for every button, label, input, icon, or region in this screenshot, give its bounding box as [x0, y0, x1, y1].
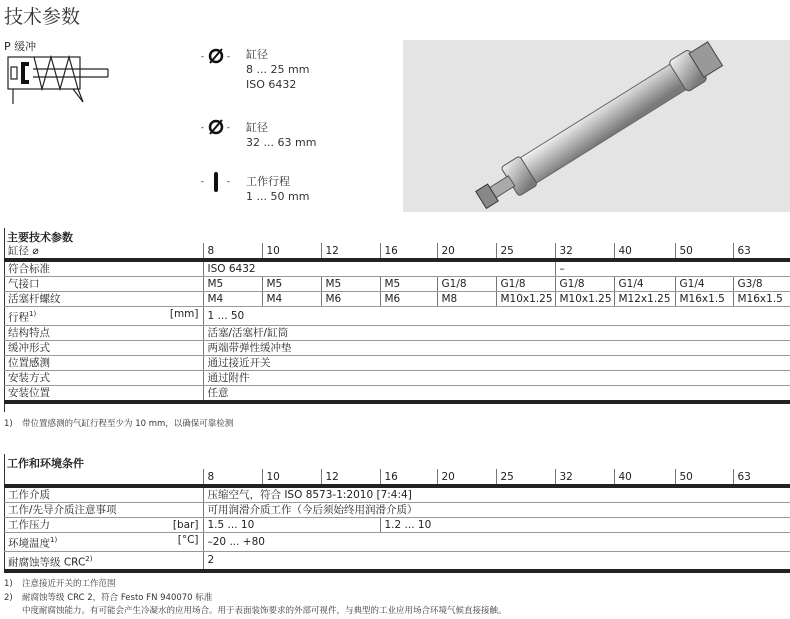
size-header: 16	[380, 469, 437, 486]
spec-value: 1 ... 50 mm	[246, 190, 310, 203]
size-header: 12	[321, 243, 380, 260]
size-header: 32	[555, 243, 614, 260]
row-label	[4, 533, 203, 552]
footnote	[4, 591, 212, 603]
row-label: 工作介质	[4, 486, 203, 503]
cell: 通过附件	[203, 370, 790, 385]
unit: [mm]	[169, 308, 199, 320]
cell: M5	[321, 277, 380, 292]
footnote-text: 耐腐蚀等级 CRC 2，符合 Festo FN 940070 标准	[22, 593, 213, 603]
cell: M5	[262, 277, 321, 292]
spec-value: 32 ... 63 mm	[246, 136, 317, 149]
table-row	[4, 325, 790, 340]
size-header: 63	[733, 243, 790, 260]
label-text: 行程	[8, 311, 29, 324]
cylinder-symbol-icon	[6, 54, 110, 104]
cell: G1/4	[675, 277, 733, 292]
table2-title: 工作和环境条件	[7, 457, 84, 470]
cell: M8	[437, 292, 496, 307]
label-text: 环境温度	[8, 537, 50, 550]
footnote-ref: 1)	[50, 536, 58, 544]
cell: G1/4	[614, 277, 675, 292]
footnote	[4, 417, 233, 429]
svg-text:-: -	[201, 177, 204, 186]
cell: 1.5 ... 10	[203, 518, 380, 533]
cell: M6	[321, 292, 380, 307]
cell: M4	[203, 292, 262, 307]
table-row	[4, 551, 790, 571]
table-row	[4, 486, 790, 503]
footnote-num: 1)	[4, 579, 13, 589]
cell: M5	[203, 277, 262, 292]
size-header: 10	[262, 243, 321, 260]
svg-text:-: -	[227, 177, 230, 186]
footnote	[4, 577, 116, 589]
cell: M5	[380, 277, 437, 292]
header-label: 缸径 ⌀	[4, 243, 203, 260]
table-row	[4, 533, 790, 552]
table-row	[4, 503, 790, 518]
product-photo	[403, 40, 790, 212]
label-text: 耐腐蚀等级 CRC	[8, 556, 86, 568]
row-label: 工作/先导介质注意事项	[4, 503, 203, 518]
cell: G3/8	[733, 277, 790, 292]
table-header-row	[4, 469, 790, 486]
table1-title: 主要技术参数	[7, 231, 73, 244]
row-label: 缓冲形式	[4, 340, 203, 355]
row-label: 安装方式	[4, 370, 203, 385]
label-text: 工作压力	[8, 519, 50, 531]
cell: 活塞/活塞杆/缸筒	[203, 325, 790, 340]
footnote-text: 中度耐腐蚀能力。有可能会产生冷凝水的应用场合。用于表面装饰要求的外部可视件，与典型的工业应用场合环境气候直接接触。	[22, 606, 507, 616]
cell: 2	[203, 551, 790, 571]
size-header: 50	[675, 469, 733, 486]
cell: M16x1.5	[733, 292, 790, 307]
row-label: 位置感测	[4, 355, 203, 370]
diameter-icon	[201, 46, 231, 66]
cell: G1/8	[555, 277, 614, 292]
cell: 两端带弹性缓冲垫	[203, 340, 790, 355]
spec-value: 8 ... 25 mm	[246, 63, 310, 76]
size-header: 8	[203, 469, 262, 486]
row-label: 活塞杆螺纹	[4, 292, 203, 307]
cell: 任意	[203, 385, 790, 402]
table-row	[4, 518, 790, 533]
cell: ISO 6432	[203, 260, 555, 277]
cell: M12x1.25	[614, 292, 675, 307]
table-row	[4, 292, 790, 307]
cell: M6	[380, 292, 437, 307]
size-header: 10	[262, 469, 321, 486]
cell: M10x1.25	[496, 292, 555, 307]
size-header: 8	[203, 243, 262, 260]
table-row	[4, 307, 790, 326]
table-row	[4, 370, 790, 385]
footnote-ref: 2)	[85, 554, 93, 563]
diameter-icon	[201, 117, 231, 137]
size-header: 32	[555, 469, 614, 486]
size-header: 40	[614, 469, 675, 486]
footnote	[4, 604, 507, 616]
row-label	[4, 551, 203, 571]
cell: 1 ... 50	[203, 307, 790, 326]
row-label: 安装位置	[4, 385, 203, 402]
cell: 压缩空气，符合 ISO 8573-1:2010 [7:4:4]	[203, 486, 790, 503]
table-row	[4, 260, 790, 277]
row-label: 气接口	[4, 277, 203, 292]
cell: 1.2 ... 10	[380, 518, 790, 533]
row-label: 符合标准	[4, 260, 203, 277]
cell: –	[555, 260, 790, 277]
size-header: 40	[614, 243, 675, 260]
page-title: 技术参数	[4, 6, 81, 28]
spec-label: 缸径	[246, 48, 268, 61]
table-row	[4, 277, 790, 292]
spec-label: 缸径	[246, 121, 268, 134]
size-header: 16	[380, 243, 437, 260]
stroke-icon	[201, 170, 231, 194]
main-specs-table	[4, 243, 790, 404]
svg-text:-: -	[227, 123, 230, 132]
spec-label: 工作行程	[246, 175, 290, 188]
footnote-num: 1)	[4, 419, 13, 429]
cell: M10x1.25	[555, 292, 614, 307]
size-header: 50	[675, 243, 733, 260]
cell: M4	[262, 292, 321, 307]
size-header: 20	[437, 243, 496, 260]
table-row	[4, 385, 790, 402]
cell: –20 ... +80	[203, 533, 790, 552]
size-header: 20	[437, 469, 496, 486]
cell: 通过接近开关	[203, 355, 790, 370]
operating-conditions-table	[4, 469, 790, 573]
cell: G1/8	[496, 277, 555, 292]
svg-text:-: -	[201, 52, 204, 61]
svg-text:-: -	[227, 52, 230, 61]
cell: G1/8	[437, 277, 496, 292]
footnote-num: 2)	[4, 593, 13, 603]
footnote-text: 带位置感测的气缸行程至少为 10 mm，以确保可靠检测	[22, 419, 234, 429]
footnote-ref: 1)	[29, 310, 37, 318]
row-label	[4, 518, 203, 533]
table-row	[4, 340, 790, 355]
size-header: 63	[733, 469, 790, 486]
table-header-row	[4, 243, 790, 260]
table-row	[4, 355, 790, 370]
spec-value: ISO 6432	[246, 78, 297, 91]
cell: 可用润滑介质工作（今后须始终用润滑介质）	[203, 503, 790, 518]
row-label: 结构特点	[4, 325, 203, 340]
unit: [°C]	[177, 534, 199, 546]
size-header: 12	[321, 469, 380, 486]
row-label	[4, 307, 203, 326]
unit: [bar]	[172, 519, 199, 531]
cylinder-image	[403, 40, 790, 212]
cell: M16x1.5	[675, 292, 733, 307]
svg-text:-: -	[201, 123, 204, 132]
size-header: 25	[496, 469, 555, 486]
symbol-label: P 缓冲	[4, 40, 37, 53]
footnote-text: 注意接近开关的工作范围	[22, 579, 116, 589]
size-header: 25	[496, 243, 555, 260]
